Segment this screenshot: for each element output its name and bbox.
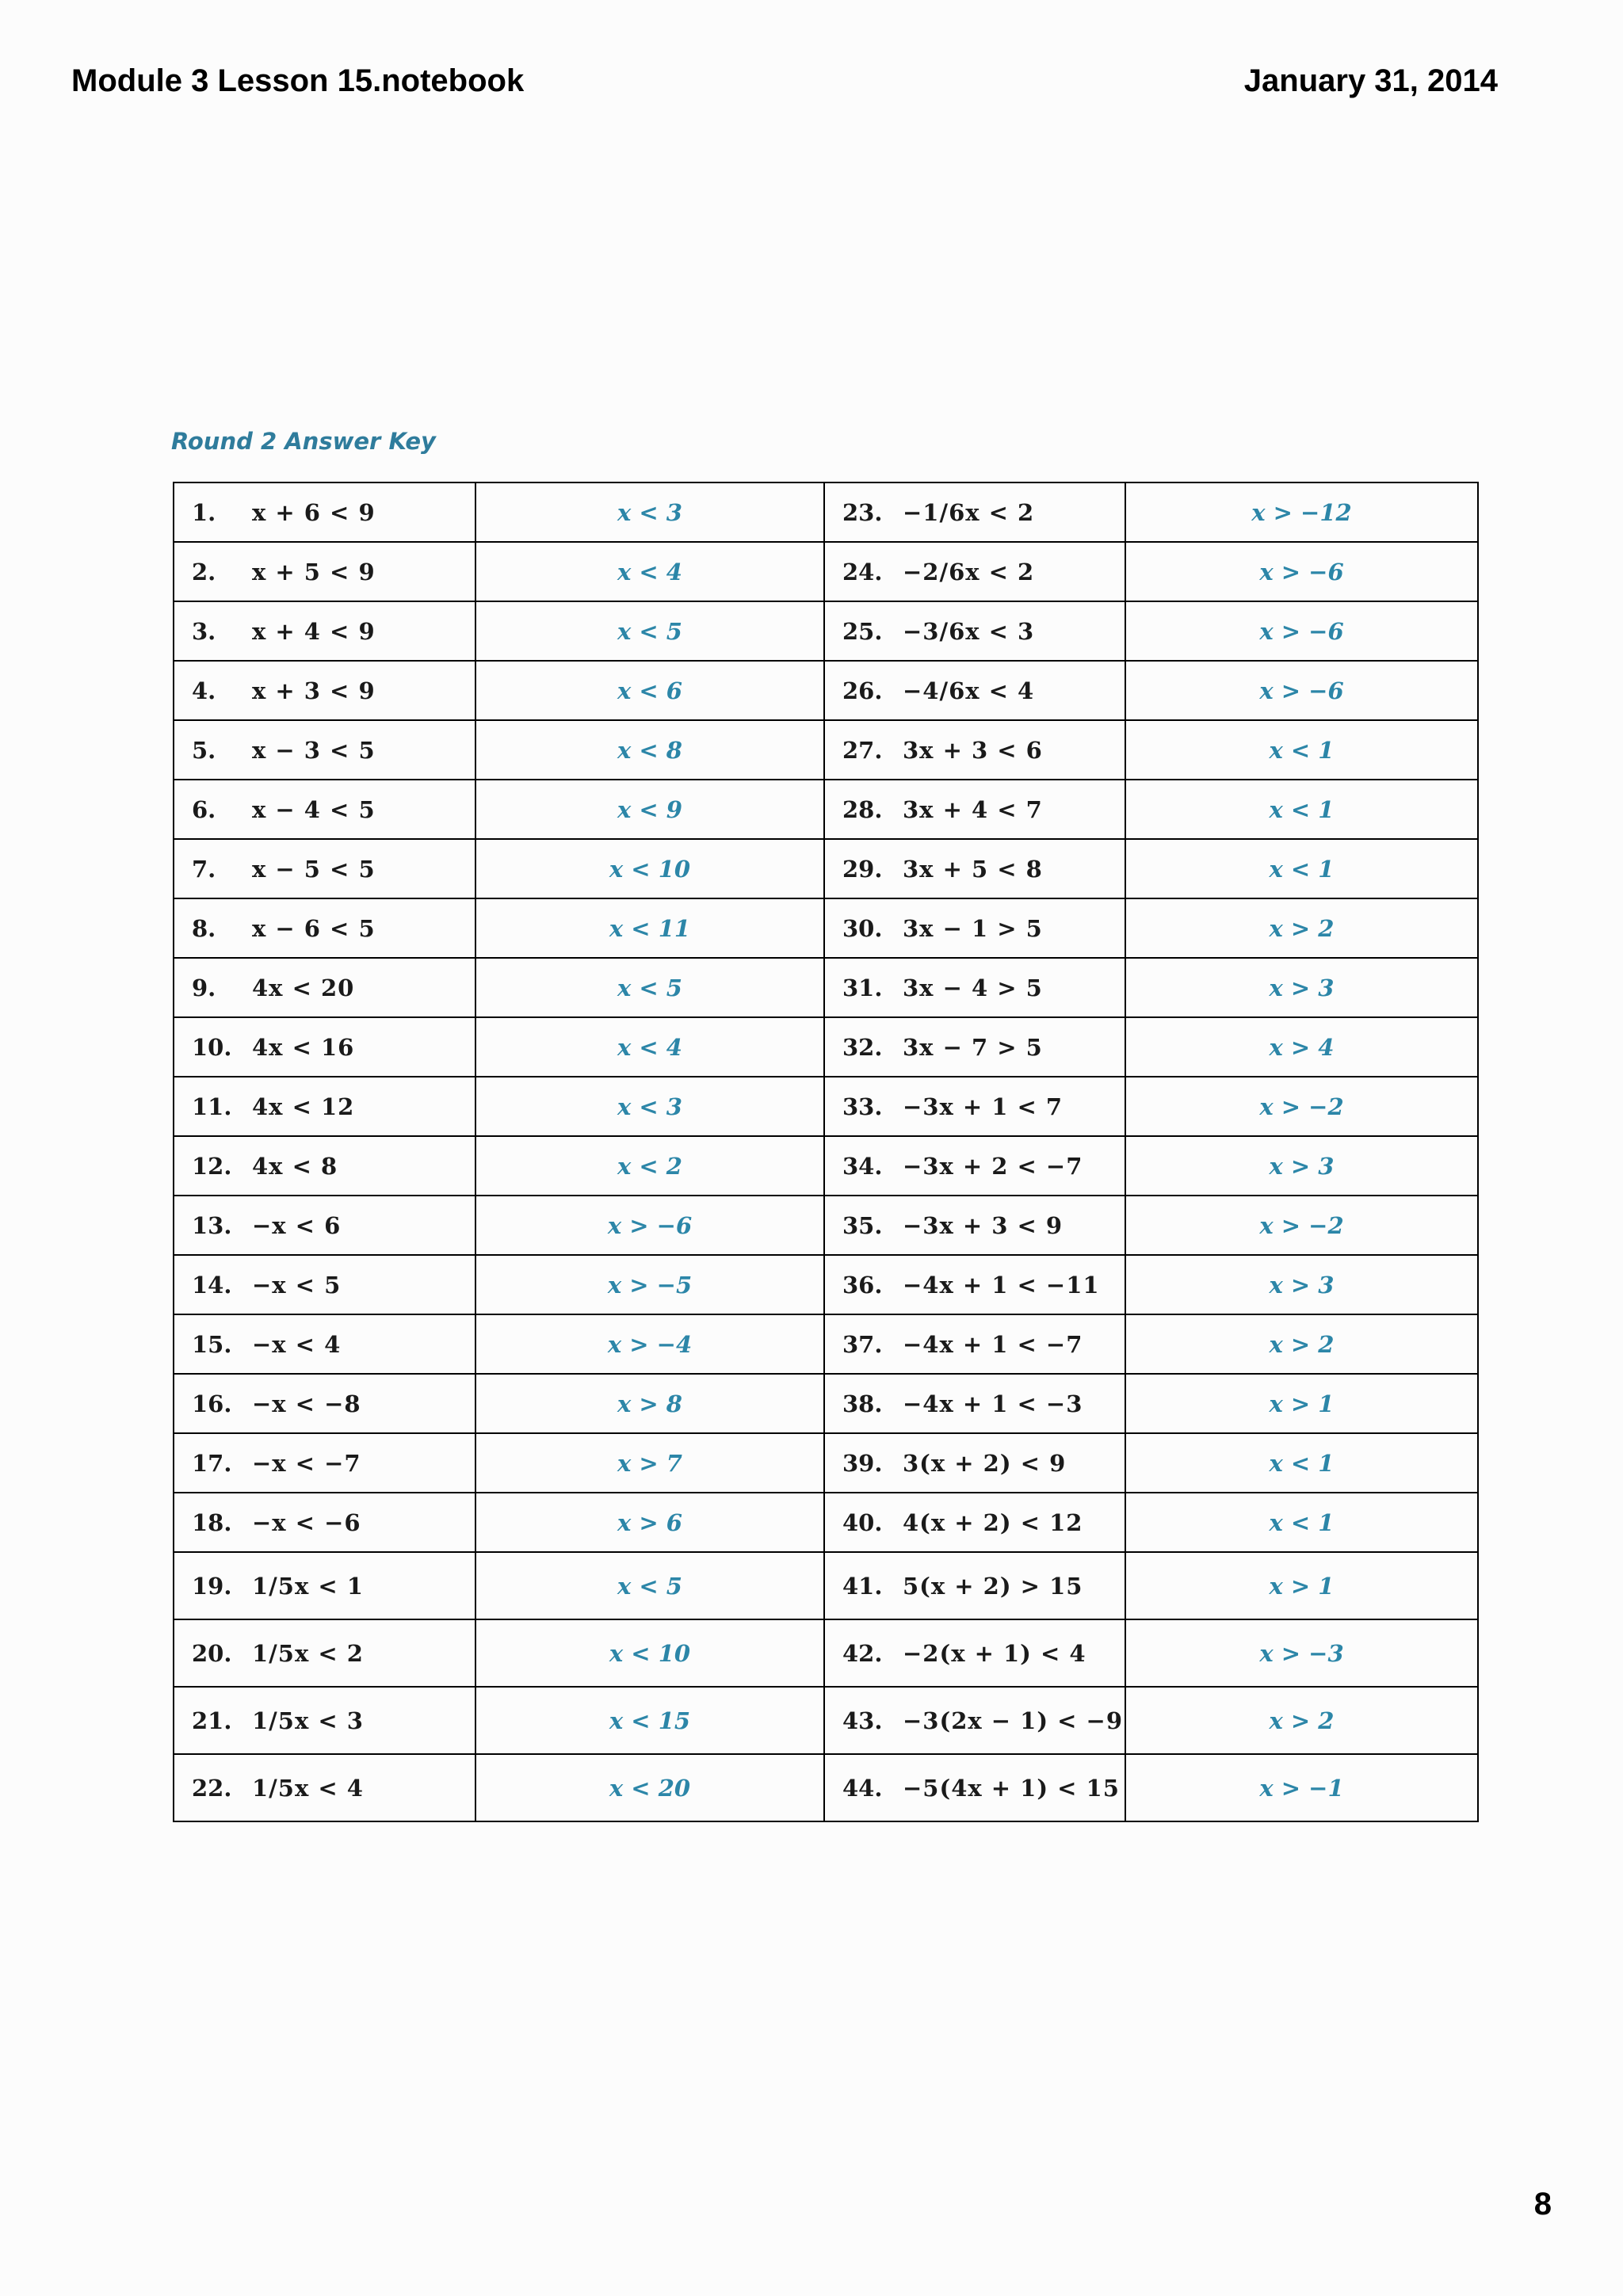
problem-expression: −x < −8: [252, 1390, 361, 1417]
answer-cell: [475, 720, 824, 780]
problem-number: 26.: [842, 677, 883, 704]
problem-expression: x − 3 < 5: [252, 736, 376, 764]
problem-cell: [824, 1687, 1125, 1754]
problem-expression: 1/5x < 3: [252, 1707, 364, 1734]
problem-cell: [824, 1552, 1125, 1619]
answer-cell: [1125, 720, 1478, 780]
problem-cell: [174, 1493, 475, 1552]
answer-value: x > 3: [1269, 974, 1335, 1001]
problem-number: 32.: [842, 1033, 883, 1061]
problem-number: 35.: [842, 1211, 883, 1239]
problem-cell: [174, 1433, 475, 1493]
answer-value: x < 1: [1269, 855, 1335, 883]
answer-value: x > −4: [607, 1330, 693, 1358]
problem-number: 18.: [192, 1508, 232, 1536]
table-row: [174, 1314, 1478, 1374]
answer-cell: [475, 1433, 824, 1493]
answer-cell: [1125, 1314, 1478, 1374]
answer-value: x < 4: [617, 1033, 682, 1061]
problem-number: 16.: [192, 1390, 232, 1417]
answer-value: x > −6: [1259, 617, 1344, 645]
problem-number: 22.: [192, 1774, 232, 1802]
problem-cell: [824, 1314, 1125, 1374]
answer-value: x < 2: [617, 1152, 682, 1180]
answer-value: x < 10: [609, 1639, 691, 1667]
problem-expression: 4x < 12: [252, 1093, 355, 1120]
problem-cell: [174, 780, 475, 839]
answer-cell: [475, 1374, 824, 1433]
problem-cell: [824, 958, 1125, 1017]
problem-cell: [824, 1754, 1125, 1821]
answer-value: x > 4: [1269, 1033, 1335, 1061]
answer-cell: [1125, 1552, 1478, 1619]
problem-expression: 1/5x < 2: [252, 1639, 364, 1667]
problem-expression: −2/6x < 2: [903, 558, 1035, 585]
problem-expression: 1/5x < 4: [252, 1774, 364, 1802]
problem-cell: [174, 1314, 475, 1374]
answer-key-body: [174, 482, 1478, 1821]
problem-number: 19.: [192, 1572, 232, 1600]
table-row: [174, 1433, 1478, 1493]
problem-cell: [174, 542, 475, 601]
answer-value: x < 5: [617, 617, 682, 645]
answer-cell: [1125, 1077, 1478, 1136]
problem-number: 42.: [842, 1639, 883, 1667]
answer-cell: [1125, 1754, 1478, 1821]
problem-cell: [824, 1255, 1125, 1314]
answer-value: x > 8: [617, 1390, 682, 1417]
answer-cell: [475, 1196, 824, 1255]
problem-number: 2.: [192, 558, 216, 585]
answer-cell: [1125, 1493, 1478, 1552]
answer-cell: [1125, 1619, 1478, 1687]
answer-cell: [475, 1619, 824, 1687]
problem-cell: [824, 898, 1125, 958]
table-row: [174, 1493, 1478, 1552]
problem-expression: −3x + 1 < 7: [903, 1093, 1064, 1120]
problem-number: 43.: [842, 1707, 883, 1734]
problem-cell: [174, 1136, 475, 1196]
problem-number: 10.: [192, 1033, 232, 1061]
problem-number: 13.: [192, 1211, 232, 1239]
problem-expression: −3x + 3 < 9: [903, 1211, 1064, 1239]
problem-cell: [824, 839, 1125, 898]
answer-value: x > −2: [1259, 1211, 1344, 1239]
answer-value: x > 3: [1269, 1271, 1335, 1299]
problem-cell: [174, 661, 475, 720]
answer-value: x > 3: [1269, 1152, 1335, 1180]
problem-number: 17.: [192, 1449, 232, 1477]
answer-cell: [475, 1136, 824, 1196]
answer-value: x < 8: [617, 736, 682, 764]
problem-cell: [174, 1552, 475, 1619]
answer-value: x < 1: [1269, 1508, 1335, 1536]
answer-cell: [475, 1552, 824, 1619]
problem-cell: [174, 1374, 475, 1433]
answer-value: x < 15: [609, 1707, 691, 1734]
answer-cell: [1125, 661, 1478, 720]
table-row: [174, 780, 1478, 839]
problem-number: 37.: [842, 1330, 883, 1358]
answer-value: x > 2: [1269, 914, 1335, 942]
problem-number: 11.: [192, 1093, 232, 1120]
problem-expression: 3x + 3 < 6: [903, 736, 1043, 764]
answer-value: x < 9: [617, 795, 682, 823]
answer-value: x < 20: [609, 1774, 691, 1802]
problem-cell: [174, 1017, 475, 1077]
problem-expression: x + 5 < 9: [252, 558, 376, 585]
answer-cell: [475, 1017, 824, 1077]
problem-number: 4.: [192, 677, 216, 704]
problem-expression: −4x + 1 < −11: [903, 1271, 1100, 1299]
answer-value: x < 10: [609, 855, 691, 883]
problem-cell: [824, 661, 1125, 720]
problem-expression: x + 3 < 9: [252, 677, 376, 704]
problem-expression: −4/6x < 4: [903, 677, 1035, 704]
table-row: [174, 1196, 1478, 1255]
problem-number: 7.: [192, 855, 216, 883]
problem-cell: [824, 1077, 1125, 1136]
problem-cell: [174, 839, 475, 898]
table-row: [174, 958, 1478, 1017]
answer-value: x < 5: [617, 1572, 682, 1600]
problem-cell: [174, 958, 475, 1017]
problem-expression: 4x < 8: [252, 1152, 338, 1180]
problem-cell: [824, 1493, 1125, 1552]
answer-cell: [475, 1314, 824, 1374]
answer-value: x < 3: [617, 1093, 682, 1120]
problem-number: 34.: [842, 1152, 883, 1180]
problem-number: 30.: [842, 914, 883, 942]
answer-cell: [475, 542, 824, 601]
answer-cell: [475, 1255, 824, 1314]
answer-cell: [475, 661, 824, 720]
table-row: [174, 661, 1478, 720]
problem-cell: [824, 601, 1125, 661]
table-row: [174, 1077, 1478, 1136]
problem-number: 33.: [842, 1093, 883, 1120]
problem-expression: −4x + 1 < −3: [903, 1390, 1083, 1417]
table-row: [174, 1374, 1478, 1433]
table-row: [174, 898, 1478, 958]
answer-cell: [1125, 1255, 1478, 1314]
problem-expression: 4x < 20: [252, 974, 355, 1001]
answer-value: x > 2: [1269, 1707, 1335, 1734]
problem-expression: −x < −6: [252, 1508, 361, 1536]
problem-number: 14.: [192, 1271, 232, 1299]
problem-number: 1.: [192, 498, 216, 526]
table-row: [174, 720, 1478, 780]
answer-cell: [475, 839, 824, 898]
answer-cell: [1125, 542, 1478, 601]
problem-expression: 4x < 16: [252, 1033, 355, 1061]
table-row: [174, 839, 1478, 898]
answer-cell: [1125, 780, 1478, 839]
answer-cell: [475, 780, 824, 839]
answer-cell: [1125, 839, 1478, 898]
problem-number: 12.: [192, 1152, 232, 1180]
answer-cell: [1125, 1196, 1478, 1255]
problem-number: 39.: [842, 1449, 883, 1477]
problem-expression: 3(x + 2) < 9: [903, 1449, 1067, 1477]
problem-number: 31.: [842, 974, 883, 1001]
problem-expression: 1/5x < 1: [252, 1572, 364, 1600]
problem-expression: x + 6 < 9: [252, 498, 376, 526]
problem-expression: 3x − 1 > 5: [903, 914, 1043, 942]
answer-cell: [1125, 1136, 1478, 1196]
problem-number: 20.: [192, 1639, 232, 1667]
problem-number: 28.: [842, 795, 883, 823]
answer-value: x > 7: [617, 1449, 682, 1477]
problem-expression: 3x − 4 > 5: [903, 974, 1043, 1001]
problem-expression: x − 4 < 5: [252, 795, 376, 823]
problem-expression: −1/6x < 2: [903, 498, 1035, 526]
problem-number: 6.: [192, 795, 216, 823]
answer-value: x < 4: [617, 558, 682, 585]
problem-expression: −3x + 2 < −7: [903, 1152, 1083, 1180]
problem-expression: −x < 5: [252, 1271, 342, 1299]
problem-number: 40.: [842, 1508, 883, 1536]
problem-expression: x − 6 < 5: [252, 914, 376, 942]
problem-cell: [174, 1077, 475, 1136]
problem-cell: [824, 1619, 1125, 1687]
problem-expression: 3x + 5 < 8: [903, 855, 1043, 883]
problem-expression: x + 4 < 9: [252, 617, 376, 645]
problem-expression: 3x − 7 > 5: [903, 1033, 1043, 1061]
problem-cell: [824, 720, 1125, 780]
problem-number: 8.: [192, 914, 216, 942]
answer-value: x < 11: [609, 914, 691, 942]
problem-cell: [824, 1196, 1125, 1255]
problem-expression: x − 5 < 5: [252, 855, 376, 883]
problem-cell: [174, 601, 475, 661]
table-row: [174, 1017, 1478, 1077]
problem-number: 29.: [842, 855, 883, 883]
problem-expression: 4(x + 2) < 12: [903, 1508, 1083, 1536]
answer-cell: [1125, 1017, 1478, 1077]
answer-value: x > −6: [607, 1211, 693, 1239]
answer-value: x < 1: [1269, 736, 1335, 764]
answer-cell: [475, 958, 824, 1017]
answer-value: x > 1: [1269, 1390, 1335, 1417]
problem-expression: −3(2x − 1) < −9: [903, 1707, 1124, 1734]
answer-cell: [475, 898, 824, 958]
problem-expression: −5(4x + 1) < 15: [903, 1774, 1120, 1802]
answer-value: x > −5: [607, 1271, 693, 1299]
problem-number: 24.: [842, 558, 883, 585]
table-row: [174, 1255, 1478, 1314]
table-row: [174, 601, 1478, 661]
answer-cell: [475, 1754, 824, 1821]
problem-cell: [174, 1619, 475, 1687]
table-row: [174, 1619, 1478, 1687]
table-row: [174, 542, 1478, 601]
answer-value: x > −1: [1259, 1774, 1344, 1802]
problem-cell: [174, 720, 475, 780]
problem-cell: [824, 1017, 1125, 1077]
answer-cell: [1125, 482, 1478, 542]
answer-value: x > −3: [1259, 1639, 1344, 1667]
answer-cell: [1125, 958, 1478, 1017]
problem-cell: [174, 1754, 475, 1821]
document-date: January 31, 2014: [1243, 63, 1498, 98]
problem-cell: [824, 780, 1125, 839]
answer-value: x < 3: [617, 498, 682, 526]
problem-cell: [174, 898, 475, 958]
table-row: [174, 482, 1478, 542]
problem-number: 9.: [192, 974, 216, 1001]
problem-number: 5.: [192, 736, 216, 764]
problem-expression: −x < 4: [252, 1330, 342, 1358]
answer-cell: [475, 482, 824, 542]
problem-number: 44.: [842, 1774, 883, 1802]
problem-cell: [174, 1255, 475, 1314]
problem-number: 21.: [192, 1707, 232, 1734]
problem-number: 36.: [842, 1271, 883, 1299]
answer-value: x > 2: [1269, 1330, 1335, 1358]
answer-cell: [475, 601, 824, 661]
problem-cell: [174, 482, 475, 542]
problem-cell: [824, 482, 1125, 542]
problem-number: 15.: [192, 1330, 232, 1358]
table-row: [174, 1552, 1478, 1619]
answer-value: x > 1: [1269, 1572, 1335, 1600]
problem-cell: [824, 1433, 1125, 1493]
answer-cell: [1125, 1687, 1478, 1754]
answer-value: x < 6: [617, 677, 682, 704]
problem-number: 38.: [842, 1390, 883, 1417]
answer-value: x < 1: [1269, 1449, 1335, 1477]
answer-cell: [1125, 898, 1478, 958]
problem-expression: −3/6x < 3: [903, 617, 1035, 645]
answer-key-title: Round 2 Answer Key: [171, 428, 436, 455]
table-row: [174, 1754, 1478, 1821]
answer-cell: [475, 1493, 824, 1552]
problem-expression: −x < −7: [252, 1449, 361, 1477]
answer-cell: [475, 1687, 824, 1754]
answer-value: x < 1: [1269, 795, 1335, 823]
problem-number: 41.: [842, 1572, 883, 1600]
document-title: Module 3 Lesson 15.notebook: [71, 63, 525, 98]
problem-expression: 5(x + 2) > 15: [903, 1572, 1083, 1600]
problem-number: 3.: [192, 617, 216, 645]
table-row: [174, 1687, 1478, 1754]
problem-expression: −4x + 1 < −7: [903, 1330, 1083, 1358]
answer-value: x > 6: [617, 1508, 682, 1536]
answer-value: x > −6: [1259, 558, 1344, 585]
page-number: 8: [1533, 2187, 1552, 2222]
answer-value: x > −6: [1259, 677, 1344, 704]
answer-value: x > −12: [1251, 498, 1352, 526]
problem-number: 25.: [842, 617, 883, 645]
problem-cell: [824, 1374, 1125, 1433]
problem-expression: −2(x + 1) < 4: [903, 1639, 1086, 1667]
answer-cell: [1125, 1374, 1478, 1433]
answer-cell: [475, 1077, 824, 1136]
problem-expression: −x < 6: [252, 1211, 342, 1239]
problem-number: 27.: [842, 736, 883, 764]
answer-key-table: [173, 482, 1479, 1822]
answer-cell: [1125, 601, 1478, 661]
problem-expression: 3x + 4 < 7: [903, 795, 1043, 823]
problem-cell: [824, 542, 1125, 601]
answer-value: x > −2: [1259, 1093, 1344, 1120]
answer-value: x < 5: [617, 974, 682, 1001]
table-row: [174, 1136, 1478, 1196]
problem-cell: [174, 1687, 475, 1754]
problem-cell: [824, 1136, 1125, 1196]
problem-number: 23.: [842, 498, 883, 526]
problem-cell: [174, 1196, 475, 1255]
answer-cell: [1125, 1433, 1478, 1493]
